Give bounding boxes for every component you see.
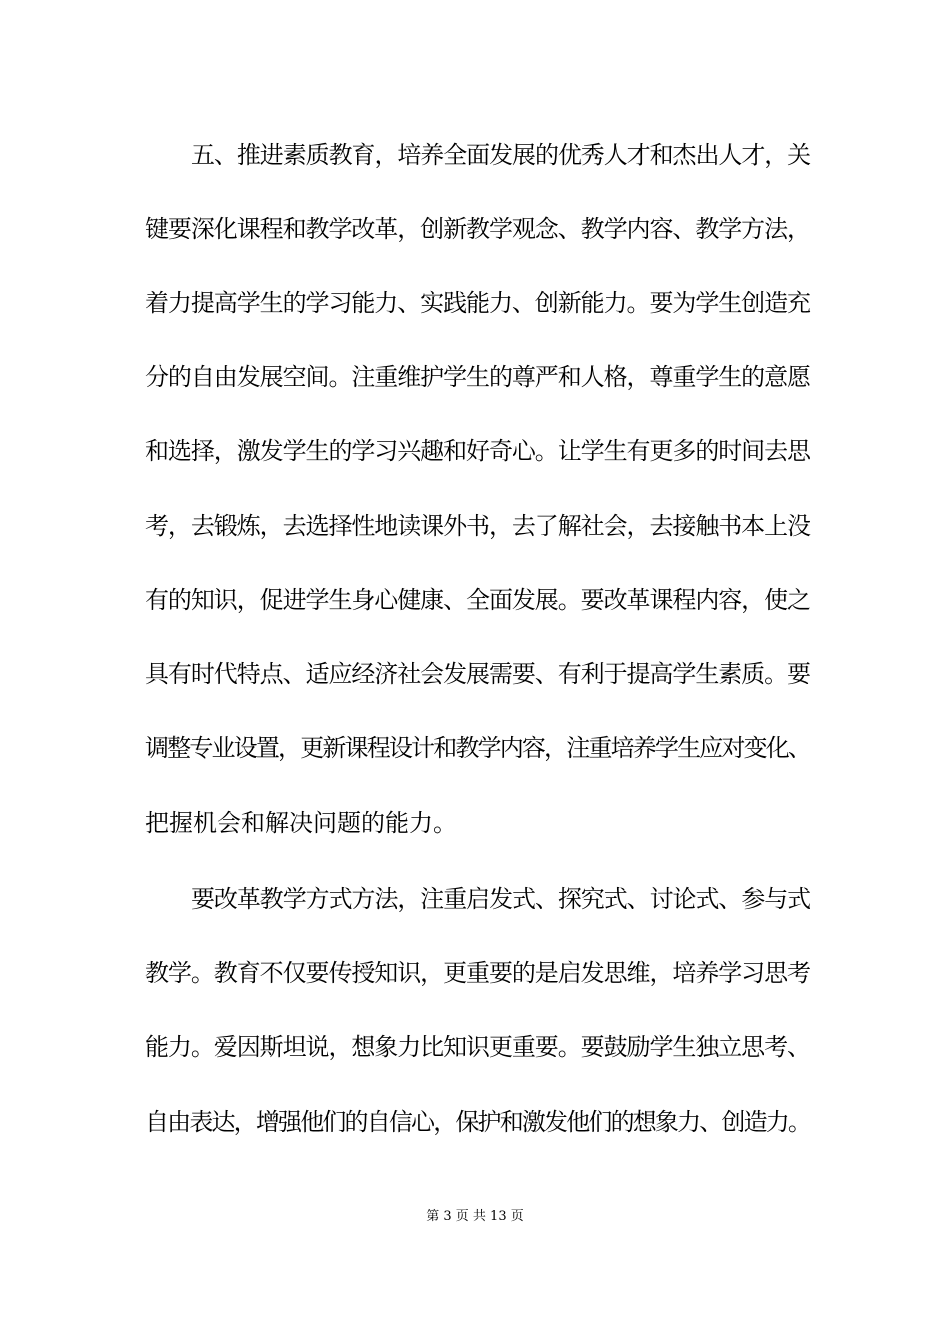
- paragraph-line: 具有时代特点、适应经济社会发展需要、有利于提高学生素质。要: [145, 660, 810, 688]
- page-number-footer: 第 3 页 共 13 页: [426, 1209, 524, 1224]
- paragraph-line: 能力。爱因斯坦说，想象力比知识更重要。要鼓励学生独立思考、: [145, 1033, 810, 1061]
- paragraph-line: 把握机会和解决问题的能力。: [145, 809, 457, 837]
- paragraph-line: 五、推进素质教育，培养全面发展的优秀人才和杰出人才，关: [191, 141, 811, 169]
- paragraph-line: 考，去锻炼，去选择性地读课外书，去了解社会，去接触书本上没: [145, 512, 810, 540]
- paragraph-line: 着力提高学生的学习能力、实践能力、创新能力。要为学生创造充: [145, 289, 810, 317]
- paragraph-line: 调整专业设置，更新课程设计和教学内容，注重培养学生应对变化、: [145, 734, 811, 762]
- paragraph-line: 教学。教育不仅要传授知识，更重要的是启发思维，培养学习思考: [145, 959, 810, 987]
- paragraph-line: 键要深化课程和教学改革，创新教学观念、教学内容、教学方法，: [145, 215, 810, 243]
- paragraph-line: 分的自由发展空间。注重维护学生的尊严和人格，尊重学生的意愿: [145, 363, 810, 391]
- paragraph-line: 和选择，激发学生的学习兴趣和好奇心。让学生有更多的时间去思: [145, 437, 810, 465]
- paragraph-line: 要改革教学方式方法，注重启发式、探究式、讨论式、参与式: [191, 885, 811, 913]
- paragraph-line: 自由表达，增强他们的自信心，保护和激发他们的想象力、创造力。: [145, 1108, 811, 1136]
- paragraph-line: 有的知识，促进学生身心健康、全面发展。要改革课程内容，使之: [145, 586, 810, 614]
